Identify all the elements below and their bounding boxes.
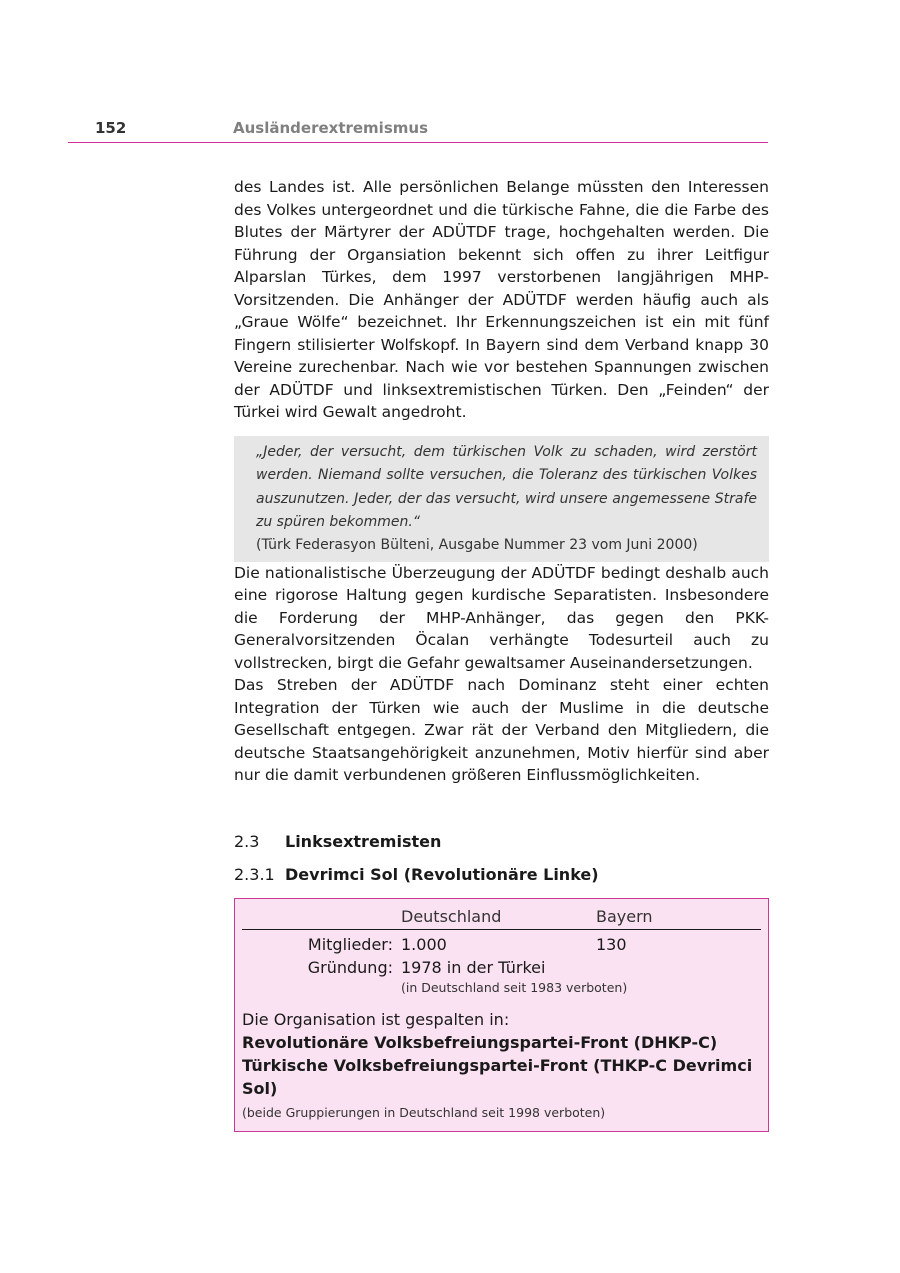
subsection-number: 2.3.1 <box>234 864 275 884</box>
founding-value: 1978 in der Türkei <box>401 957 546 977</box>
ban-footnote: (beide Gruppierungen in Deutschland seit 1998 verboten) <box>242 1104 606 1120</box>
paragraph-continued: des Landes ist. Alle persönlichen Belange müssten den Interessen des Volkes untergeordnet und die türkische Fahne, die die Farbe des Blutes der Märtyrer der ADÜTDF trage, hochgehalten werden. Die Führung der Organsiation bekennt sich offen zu ihrer Leitfigur Alparslan Türkes, dem 1997 verstorbenen langjährigen MHP-Vorsitzenden. Die Anhänger der ADÜTDF werden häufig auch als „Graue Wölfe“ bezeichnet. Ihr Erkennungszeichen ist ein mit fünf Fingern stilisierter Wolfskopf. In Bayern sind dem Verband knapp 30 Vereine zurechenbar. Nach wie vor bestehen Spannungen zwischen der ADÜTDF und linksextremistischen Türken. Den „Feinden“ der Türkei wird Gewalt angedroht. <box>234 178 769 421</box>
infobox-header-row <box>242 906 761 930</box>
subsection-title: Devrimci Sol (Revolutionäre Linke) <box>285 864 599 884</box>
subsection-heading <box>234 864 769 886</box>
founding-note: (in Deutschland seit 1983 verboten) <box>401 979 628 995</box>
row-members <box>242 933 761 956</box>
section-title: Linksextremisten <box>285 831 442 851</box>
members-bayern: 130 <box>596 934 627 954</box>
page-header <box>68 117 768 143</box>
paragraph-integration: Das Streben der ADÜTDF nach Dominanz steht einer echten Integration der Türken wie auch der Muslime in die deutsche Gesellschaft entgegen. Zwar rät der Verband den Mitgliedern, die deutsche Staatsangehörigkeit anzunehmen, Motiv hierfür sind aber nur die damit verbundenen größeren Einflussmöglichkeiten. <box>234 676 769 784</box>
quote-box <box>234 436 769 562</box>
quote-source: (Türk Federasyon Bülteni, Ausgabe Nummer 23 vom Juni 2000) <box>256 536 698 553</box>
row-founding <box>242 956 761 979</box>
main-content <box>234 176 769 1132</box>
org-thkp-c: Türkische Volksbefreiungspartei-Front (THKP-C Devrimci Sol) <box>242 1055 753 1098</box>
column-deutschland: Deutschland <box>401 906 502 926</box>
row-label: Mitglieder: <box>307 934 393 954</box>
page-number: 152 <box>95 119 127 137</box>
split-intro: Die Organisation ist gespalten in: <box>242 1009 510 1029</box>
organization-infobox <box>234 898 769 1132</box>
members-deutschland: 1.000 <box>401 934 447 954</box>
paragraph-separatists: Die nationalistische Überzeugung der ADÜTDF bedingt deshalb auch eine rigorose Haltung gegen kurdische Separatisten. Insbesondere die Forderung der MHP-Anhänger, das gegen den PKK-Generalvorsitzenden Öcalan verhängte Todesurteil auch zu vollstrecken, birgt die Gefahr gewaltsamer Auseinandersetzungen. <box>234 563 769 672</box>
section-heading <box>234 831 769 853</box>
founding-bayern <box>596 956 761 979</box>
quote-text: „Jeder, der versucht, dem türkischen Volk zu schaden, wird zerstört werden. Niemand sollte versuchen, die Toleranz des türkischen Volkes auszunutzen. Jeder, der das versucht, wird unsere angemessene Strafe zu spüren bekommen.“ <box>256 443 757 530</box>
running-title: Ausländerextremismus <box>233 119 428 137</box>
column-bayern: Bayern <box>596 906 653 926</box>
section-number: 2.3 <box>234 831 260 851</box>
row-label: Gründung: <box>307 957 393 977</box>
org-dhkp-c: Revolutionäre Volksbefreiungspartei-Front (DHKP-C) <box>242 1032 718 1052</box>
header-spacer <box>242 906 401 928</box>
